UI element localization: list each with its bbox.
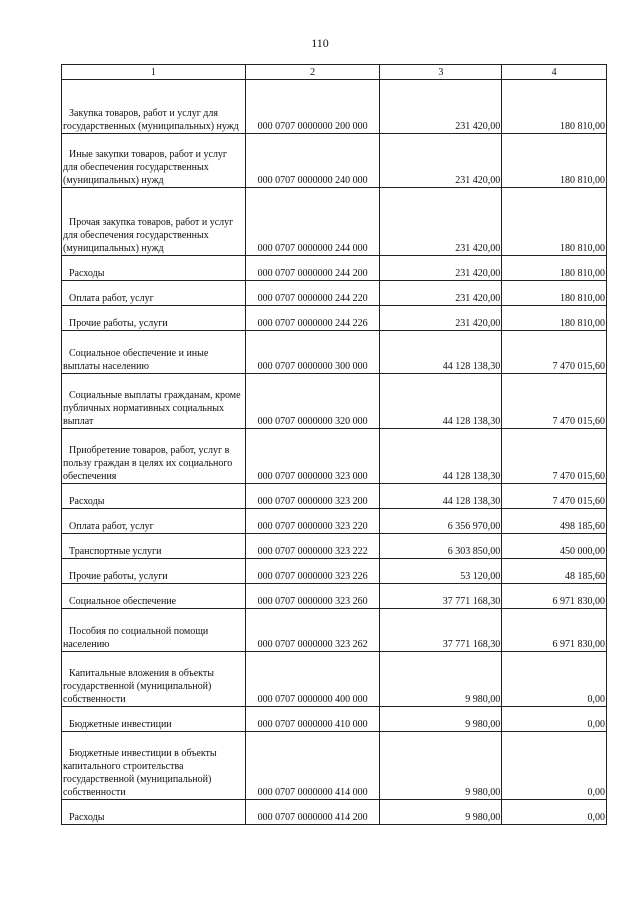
- row-value-col4-cell: 180 810,00: [502, 256, 607, 281]
- row-name-cell: Оплата работ, услуг: [62, 281, 246, 306]
- table-row: [62, 331, 607, 374]
- row-code-cell: 000 0707 0000000 323 222: [245, 534, 380, 559]
- table-row: [62, 134, 607, 188]
- row-name-cell: Расходы: [62, 256, 246, 281]
- row-name-cell: Бюджетные инвестиции: [62, 707, 246, 732]
- table-row: [62, 800, 607, 825]
- budget-table: [61, 64, 607, 825]
- column-header: 4: [502, 65, 607, 80]
- row-value-col3-cell: 9 980,00: [380, 800, 502, 825]
- column-header: 2: [245, 65, 380, 80]
- row-value-col3-cell: 9 980,00: [380, 707, 502, 732]
- table-row: [62, 534, 607, 559]
- row-code-cell: 000 0707 0000000 244 226: [245, 306, 380, 331]
- table-row: [62, 429, 607, 484]
- row-value-col3-cell: 44 128 138,30: [380, 484, 502, 509]
- row-value-col4-cell: 498 185,60: [502, 509, 607, 534]
- row-value-col3-cell: 9 980,00: [380, 732, 502, 800]
- row-value-col4-cell: 7 470 015,60: [502, 374, 607, 429]
- row-code-cell: 000 0707 0000000 323 220: [245, 509, 380, 534]
- row-value-col4-cell: 180 810,00: [502, 281, 607, 306]
- row-value-col3-cell: 6 303 850,00: [380, 534, 502, 559]
- row-code-cell: 000 0707 0000000 323 260: [245, 584, 380, 609]
- row-value-col3-cell: 231 420,00: [380, 306, 502, 331]
- row-value-col3-cell: 37 771 168,30: [380, 584, 502, 609]
- table-row: [62, 732, 607, 800]
- row-code-cell: 000 0707 0000000 414 000: [245, 732, 380, 800]
- row-name-cell: Закупка товаров, работ и услуг для государственных (муниципальных) нужд: [62, 80, 246, 134]
- row-value-col4-cell: 0,00: [502, 800, 607, 825]
- row-name-cell: Прочие работы, услуги: [62, 306, 246, 331]
- row-value-col3-cell: 44 128 138,30: [380, 429, 502, 484]
- row-code-cell: 000 0707 0000000 323 226: [245, 559, 380, 584]
- row-name-cell: Прочая закупка товаров, работ и услуг для обеспечения государственных (муниципальных) нужд: [62, 188, 246, 256]
- row-value-col3-cell: 37 771 168,30: [380, 609, 502, 652]
- row-value-col3-cell: 44 128 138,30: [380, 331, 502, 374]
- table-row: [62, 484, 607, 509]
- row-code-cell: 000 0707 0000000 244 200: [245, 256, 380, 281]
- table-row: [62, 188, 607, 256]
- row-value-col4-cell: 6 971 830,00: [502, 584, 607, 609]
- row-value-col4-cell: 7 470 015,60: [502, 331, 607, 374]
- row-name-cell: Социальное обеспечение: [62, 584, 246, 609]
- row-value-col4-cell: 180 810,00: [502, 134, 607, 188]
- row-value-col3-cell: 231 420,00: [380, 134, 502, 188]
- row-value-col3-cell: 53 120,00: [380, 559, 502, 584]
- row-code-cell: 000 0707 0000000 410 000: [245, 707, 380, 732]
- table-row: [62, 559, 607, 584]
- row-name-cell: Транспортные услуги: [62, 534, 246, 559]
- table-row: [62, 256, 607, 281]
- table-header-row: [62, 65, 607, 80]
- table-row: [62, 509, 607, 534]
- table-row: [62, 707, 607, 732]
- row-code-cell: 000 0707 0000000 414 200: [245, 800, 380, 825]
- row-value-col3-cell: 231 420,00: [380, 281, 502, 306]
- row-value-col4-cell: 0,00: [502, 707, 607, 732]
- row-value-col4-cell: 180 810,00: [502, 306, 607, 331]
- table-row: [62, 374, 607, 429]
- row-code-cell: 000 0707 0000000 244 000: [245, 188, 380, 256]
- row-code-cell: 000 0707 0000000 240 000: [245, 134, 380, 188]
- row-code-cell: 000 0707 0000000 323 000: [245, 429, 380, 484]
- row-name-cell: Социальное обеспечение и иные выплаты населению: [62, 331, 246, 374]
- row-name-cell: Капитальные вложения в объекты государственной (муниципальной) собственности: [62, 652, 246, 707]
- row-value-col4-cell: 0,00: [502, 732, 607, 800]
- table-row: [62, 281, 607, 306]
- row-value-col4-cell: 180 810,00: [502, 80, 607, 134]
- row-value-col3-cell: 44 128 138,30: [380, 374, 502, 429]
- row-name-cell: Иные закупки товаров, работ и услуг для обеспечения государственных (муниципальных) нужд: [62, 134, 246, 188]
- row-code-cell: 000 0707 0000000 244 220: [245, 281, 380, 306]
- row-name-cell: Расходы: [62, 484, 246, 509]
- row-code-cell: 000 0707 0000000 323 200: [245, 484, 380, 509]
- row-value-col4-cell: 6 971 830,00: [502, 609, 607, 652]
- row-name-cell: Оплата работ, услуг: [62, 509, 246, 534]
- row-value-col3-cell: 9 980,00: [380, 652, 502, 707]
- row-code-cell: 000 0707 0000000 400 000: [245, 652, 380, 707]
- row-name-cell: Расходы: [62, 800, 246, 825]
- row-value-col4-cell: 180 810,00: [502, 188, 607, 256]
- row-name-cell: Социальные выплаты гражданам, кроме публичных нормативных социальных выплат: [62, 374, 246, 429]
- page-number: 110: [311, 36, 329, 50]
- table-row: [62, 609, 607, 652]
- row-value-col3-cell: 231 420,00: [380, 188, 502, 256]
- row-name-cell: Приобретение товаров, работ, услуг в пользу граждан в целях их социального обеспечения: [62, 429, 246, 484]
- column-header: 3: [380, 65, 502, 80]
- row-value-col3-cell: 231 420,00: [380, 256, 502, 281]
- table-row: [62, 80, 607, 134]
- row-value-col3-cell: 6 356 970,00: [380, 509, 502, 534]
- table-row: [62, 306, 607, 331]
- row-value-col4-cell: 0,00: [502, 652, 607, 707]
- row-name-cell: Бюджетные инвестиции в объекты капитального строительства государственной (муниципальной) собственности: [62, 732, 246, 800]
- row-code-cell: 000 0707 0000000 300 000: [245, 331, 380, 374]
- row-name-cell: Прочие работы, услуги: [62, 559, 246, 584]
- row-code-cell: 000 0707 0000000 323 262: [245, 609, 380, 652]
- row-code-cell: 000 0707 0000000 200 000: [245, 80, 380, 134]
- row-name-cell: Пособия по социальной помощи населению: [62, 609, 246, 652]
- row-value-col4-cell: 7 470 015,60: [502, 484, 607, 509]
- table-row: [62, 652, 607, 707]
- row-value-col3-cell: 231 420,00: [380, 80, 502, 134]
- row-value-col4-cell: 48 185,60: [502, 559, 607, 584]
- table-row: [62, 584, 607, 609]
- row-code-cell: 000 0707 0000000 320 000: [245, 374, 380, 429]
- row-value-col4-cell: 450 000,00: [502, 534, 607, 559]
- column-header: 1: [62, 65, 246, 80]
- row-value-col4-cell: 7 470 015,60: [502, 429, 607, 484]
